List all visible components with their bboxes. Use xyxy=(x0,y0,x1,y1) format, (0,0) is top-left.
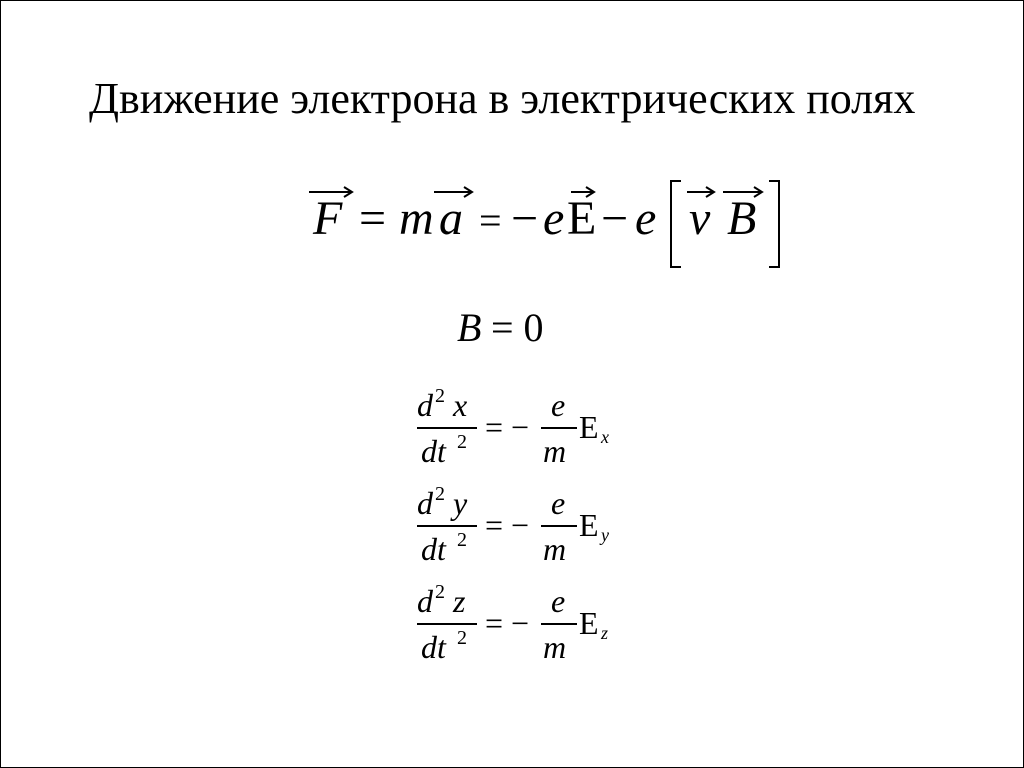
electric-field-symbol: E xyxy=(567,192,597,245)
den-exp: 2 xyxy=(457,529,467,551)
equals-minus: = − xyxy=(485,507,530,543)
acceleration-symbol: a xyxy=(439,192,463,245)
den-dt: dt xyxy=(421,629,446,665)
equals-minus: = − xyxy=(485,409,530,445)
slide-title: Движение электрона в электрических полях xyxy=(89,74,916,123)
den-dt: dt xyxy=(421,433,446,469)
num-d: d xyxy=(417,583,433,619)
field-e: E xyxy=(579,507,599,543)
den-exp: 2 xyxy=(457,431,467,453)
field-sub: z xyxy=(601,623,609,643)
num-exp: 2 xyxy=(435,581,445,603)
num-var: y xyxy=(453,485,468,521)
fraction-bar-left xyxy=(417,623,477,625)
num-exp: 2 xyxy=(435,483,445,505)
equals-minus: = − xyxy=(485,605,530,641)
magnetic-field-symbol: B xyxy=(727,192,757,245)
component-equation-y xyxy=(417,485,637,575)
frac-m: m xyxy=(543,531,567,567)
frac-e: e xyxy=(551,583,566,619)
frac-m: m xyxy=(543,629,567,665)
force-symbol: F xyxy=(313,192,343,245)
minus-sign-2: − xyxy=(601,192,629,245)
frac-e: e xyxy=(551,485,566,521)
fraction-bar-left xyxy=(417,427,477,429)
field-sub: y xyxy=(601,525,609,545)
minus-sign-1: − xyxy=(511,192,539,245)
field-sub: x xyxy=(601,427,609,447)
fraction-bar-right xyxy=(541,525,577,527)
field-e: E xyxy=(579,605,599,641)
fraction-bar-left xyxy=(417,525,477,527)
equals-sign-1: = xyxy=(359,192,387,245)
frac-m: m xyxy=(543,433,567,469)
field-e: E xyxy=(579,409,599,445)
den-exp: 2 xyxy=(457,627,467,649)
fraction-bar-right xyxy=(541,623,577,625)
condition-b: B xyxy=(457,305,482,350)
component-equation-x xyxy=(417,387,637,477)
num-var: x xyxy=(453,387,468,423)
frac-e: e xyxy=(551,387,566,423)
velocity-symbol: v xyxy=(689,192,711,245)
charge-symbol-1: e xyxy=(543,192,565,245)
num-var: z xyxy=(453,583,466,619)
num-d: d xyxy=(417,485,433,521)
component-equation-z xyxy=(417,583,637,673)
fraction-bar-right xyxy=(541,427,577,429)
num-d: d xyxy=(417,387,433,423)
charge-symbol-2: e xyxy=(635,192,657,245)
den-dt: dt xyxy=(421,531,446,567)
condition-equals-zero: = 0 xyxy=(491,305,544,350)
mass-symbol: m xyxy=(399,192,434,245)
equals-sign-2: = xyxy=(479,198,502,243)
num-exp: 2 xyxy=(435,385,445,407)
